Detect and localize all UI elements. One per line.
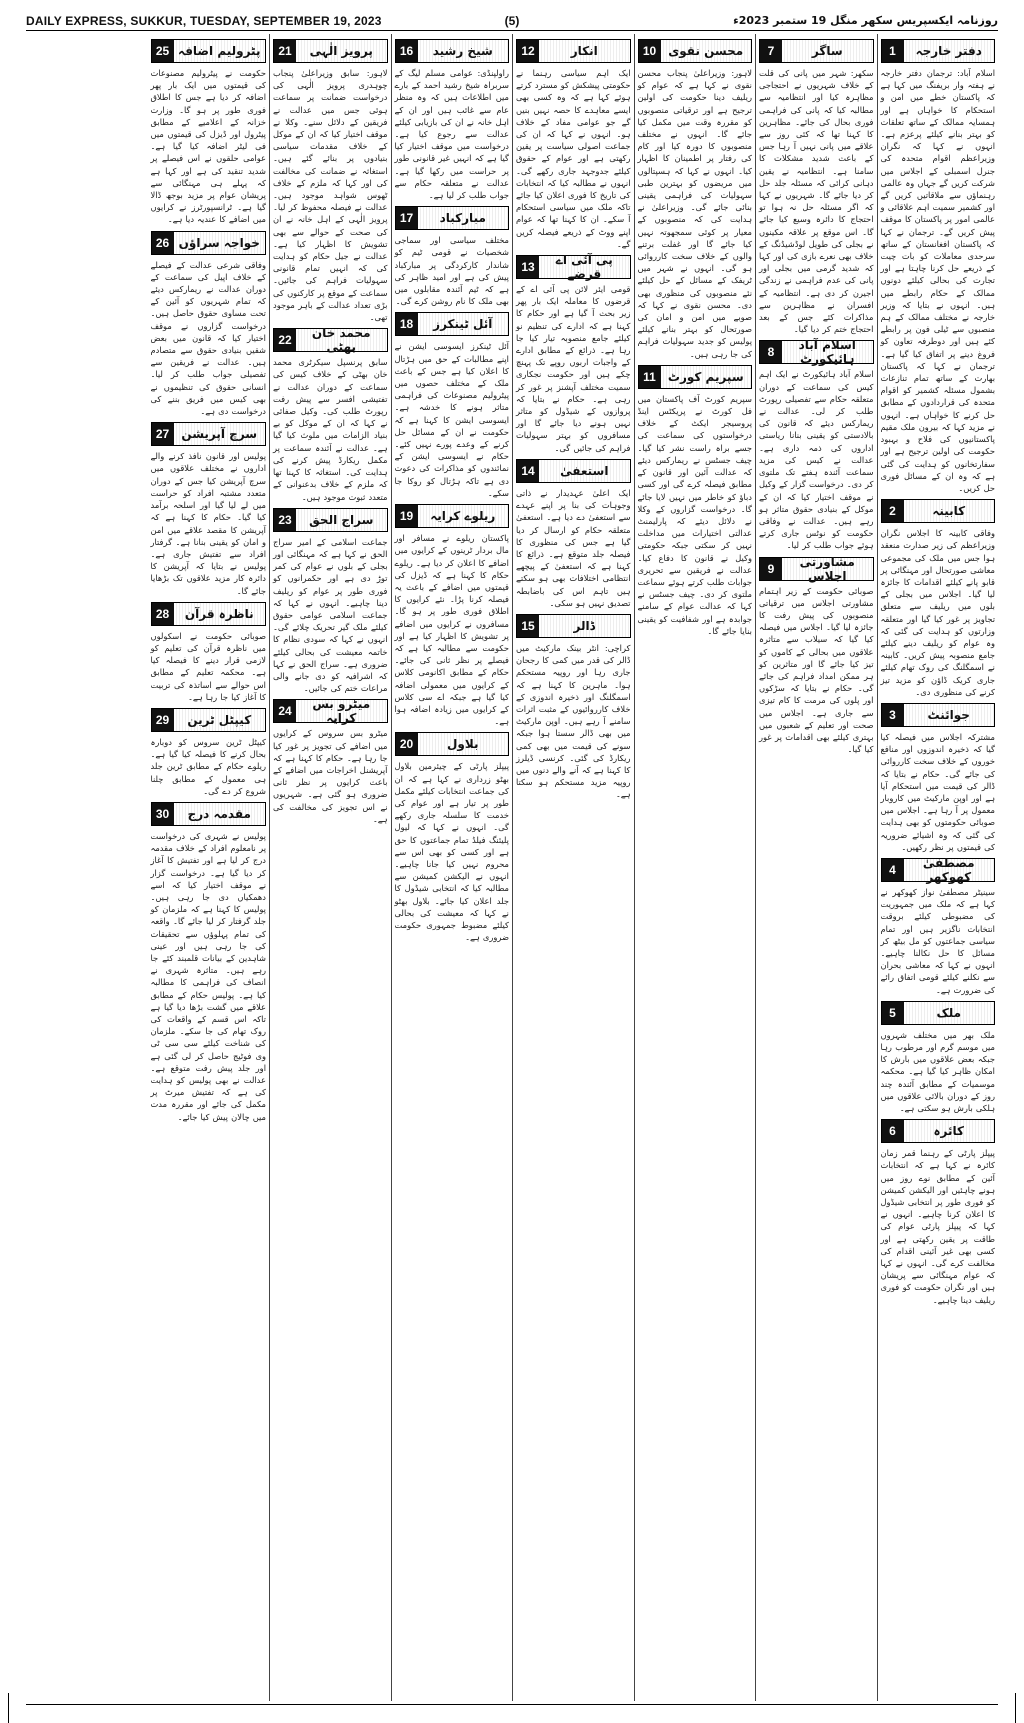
story-number-badge: 23	[274, 509, 296, 531]
crop-mark-left	[8, 1693, 9, 1723]
story-title: شیخ رشید	[418, 40, 509, 62]
story-headline-box	[881, 39, 996, 63]
story-title: اسلام آباد ہائیکورٹ	[782, 341, 873, 363]
story-body-text: صوبائی حکومت کے زیر اہتمام مشاورتی اجلاس میں ترقیاتی منصوبوں کی پیش رفت کا جائزہ لیا گیا۔ اجلاس میں فیصلہ کیا گیا کہ سیلاب سے متاثرہ علاقوں میں بحالی کے کاموں کو تیز کیا جائے گا اور متاثرین کو ہر ممکن امداد فراہم کی جائے گی۔ حکام نے بتایا کہ سڑکوں اور پلوں کی مرمت کا کام تیزی سے جاری ہے۔ اجلاس میں صحت اور تعلیم کے شعبوں میں بہتری کیلئے بھی اقدامات پر غور کیا گیا۔	[759, 585, 874, 755]
story-number-badge: 6	[882, 1120, 904, 1142]
news-story	[881, 499, 996, 698]
news-story	[881, 1119, 996, 1306]
story-headline-box	[273, 39, 388, 63]
story-body-text: سینیٹر مصطفیٰ نواز کھوکھر نے کہا ہے کہ ملک میں جمہوریت کی مضبوطی کیلئے بروقت انتخابات ناگزیر ہیں اور تمام سیاسی جماعتوں کو مل بیٹھ کر مسائل کا حل نکالنا چاہیے۔ انہوں نے کہا کہ معاشی بحران سے نکلنے کیلئے قومی اتفاق رائے کی ضرورت ہے۔	[880, 886, 995, 995]
news-story	[395, 206, 510, 307]
story-number-badge: 28	[152, 603, 174, 625]
news-story	[395, 39, 510, 201]
story-number-badge: 9	[760, 558, 782, 580]
newspaper-columns	[26, 34, 998, 1701]
news-story	[151, 802, 267, 1123]
column-5	[391, 34, 513, 1701]
news-story	[516, 459, 631, 609]
column-3	[634, 34, 756, 1701]
story-headline-box	[151, 802, 267, 826]
story-body-text: کیپٹل ٹرین سروس کو دوبارہ بحال کرنے کا فیصلہ کیا گیا ہے۔ ریلوے حکام کے مطابق ٹرین جلد ہی معمول کے مطابق چلنا شروع کر دے گی۔	[150, 736, 266, 796]
story-body-text: پاکستان ریلوے نے مسافر اور مال بردار ٹرینوں کے کرایوں میں اضافے کا اعلان کر دیا ہے۔ ریلوے حکام کا کہنا ہے کہ ڈیزل کی قیمتوں میں اضافے کے باعث یہ فیصلہ کرنا پڑا۔ نئے کرایوں کا اطلاق فوری طور پر ہو گا۔ مسافروں نے کرایوں میں اضافے پر تشویش کا اظہار کیا ہے اور حکومت سے مطالبہ کیا ہے کہ فیصلے پر نظر ثانی کی جائے۔ حکام کے مطابق اکانومی کلاس کے کرایوں میں معمولی اضافہ کیا گیا ہے جبکہ اے سی کلاس کے کرایوں میں زیادہ اضافہ ہوا ہے۔	[394, 533, 509, 727]
story-headline-box	[273, 508, 388, 532]
story-headline-box	[881, 703, 996, 727]
story-body-text: وفاقی کابینہ کا اجلاس نگران وزیراعظم کی زیر صدارت منعقد ہوا جس میں ملک کی مجموعی معاشی صورتحال اور مہنگائی پر قابو پانے کیلئے اقدامات کا جائزہ لیا گیا۔ اجلاس میں بجلی کے بلوں میں ریلیف سے متعلق تجاویز پر غور کیا گیا اور متعلقہ وزارتوں کو ہدایت کی گئی کہ وہ عوام کو ریلیف دینے کیلئے جامع منصوبہ پیش کریں۔ کابینہ نے اسمگلنگ کی روک تھام کیلئے جاری کریک ڈاؤن کو مزید تیز کرنے کی منظوری دی۔	[880, 528, 995, 697]
story-body-text: ملک بھر میں مختلف شہروں میں موسم گرم اور مرطوب رہا جبکہ بعض علاقوں میں بارش کا امکان ظاہر کیا گیا ہے۔ محکمہ موسمیات کے مطابق آئندہ چند روز کے دوران بالائی علاقوں میں ہلکی بارش ہو سکتی ہے۔	[880, 1029, 995, 1114]
story-body-text: میٹرو بس سروس کے کرایوں میں اضافے کی تجویز پر غور کیا جا رہا ہے۔ حکام کا کہنا ہے کہ آپریشنل اخراجات میں اضافے کے باعث کرایوں پر نظر ثانی ضروری ہو گئی ہے۔ شہریوں نے اس تجویز کی مخالفت کی ہے۔	[273, 728, 388, 824]
story-number-badge: 29	[152, 709, 174, 731]
story-body-text: وفاقی شرعی عدالت کے فیصلے کے خلاف اپیل کی سماعت کے دوران عدالت نے ریمارکس دیئے کہ تمام شہریوں کو آئین کے تحت مساوی حقوق حاصل ہیں۔ درخواست گزاروں نے موقف اختیار کیا کہ قانون میں بعض شقیں بنیادی حقوق سے متصادم ہیں۔ عدالت نے فریقین سے تفصیلی جواب طلب کر لیا۔ انسانی حقوق کی تنظیموں نے بھی کیس میں فریق بننے کی درخواست دی ہے۔	[150, 259, 266, 417]
masthead-urdu-dateline: روزنامہ ایکسپریس سکھر منگل 19 ستمبر 2023ء	[733, 14, 998, 27]
news-story	[151, 708, 267, 797]
story-body-text: حکومت نے پیٹرولیم مصنوعات کی قیمتوں میں ایک بار پھر اضافہ کر دیا ہے جس کا اطلاق فوری طور پر ہو گا۔ وزارت خزانہ کے اعلامیے کے مطابق پیٹرول اور ڈیزل کی قیمتوں میں فی لیٹر اضافہ کیا گیا ہے۔ عوامی حلقوں نے اس فیصلے پر شدید تنقید کی ہے اور کہا ہے کہ پہلے ہی مہنگائی سے پریشان عوام پر مزید بوجھ ڈالا گیا ہے۔ ٹرانسپورٹرز نے کرایوں میں اضافے کا عندیہ دیا ہے۔	[150, 68, 266, 225]
story-title: ساگر	[782, 40, 873, 62]
story-headline-box	[516, 614, 631, 638]
story-title: مصطفیٰ کھوکھر	[904, 859, 995, 881]
story-title: پی آئی اے قرضے	[539, 256, 630, 278]
story-title: محسن نقوی	[661, 40, 752, 62]
story-title: کیپٹل ٹرین	[174, 709, 266, 731]
story-number-badge: 8	[760, 341, 782, 363]
news-story	[881, 703, 996, 853]
story-number-badge: 26	[152, 232, 174, 254]
story-number-badge: 13	[517, 256, 539, 278]
story-number-badge: 11	[639, 366, 661, 388]
story-title: انکار	[539, 40, 630, 62]
story-headline-box	[516, 39, 631, 63]
story-headline-box	[759, 554, 874, 583]
story-headline-box	[759, 338, 874, 367]
news-story	[881, 39, 996, 494]
news-story	[151, 39, 267, 226]
story-number-badge: 17	[396, 207, 418, 229]
news-story	[638, 39, 753, 360]
news-story	[516, 614, 631, 801]
story-number-badge: 5	[882, 1002, 904, 1024]
story-title: بلاول	[418, 733, 509, 755]
story-headline-box	[638, 39, 753, 63]
news-story	[395, 504, 510, 727]
story-number-badge: 7	[760, 40, 782, 62]
story-headline-box	[151, 231, 267, 255]
story-number-badge: 27	[152, 423, 174, 445]
story-body-text: لاہور: سابق وزیراعلیٰ پنجاب چوہدری پرویز الٰہی کی درخواست ضمانت پر سماعت ہوئی جس میں عدالت نے فریقین کے دلائل سنے۔ وکلا نے موقف اختیار کیا کہ ان کے موکل کے خلاف مقدمات سیاسی بنیادوں پر بنائے گئے ہیں۔ استغاثہ نے ضمانت کی مخالفت کی اور کہا کہ ملزم کے خلاف ٹھوس شواہد موجود ہیں۔ عدالت نے فیصلہ محفوظ کر لیا۔ پرویز الٰہی کے اہل خانہ نے ان کی صحت کے حوالے سے بھی تشویش کا اظہار کیا ہے۔ عدالت نے جیل حکام کو ہدایت کی کہ انہیں تمام قانونی سہولیات فراہم کی جائیں۔ سماعت کے موقع پر کارکنوں کی بڑی تعداد عدالت کے باہر موجود تھی۔	[273, 68, 388, 323]
story-number-badge: 16	[396, 40, 418, 62]
story-title: سراج الحق	[296, 509, 387, 531]
story-number-badge: 3	[882, 704, 904, 726]
page-number: (5)	[504, 14, 520, 28]
news-story	[516, 39, 631, 250]
news-story	[638, 365, 753, 637]
news-story	[881, 1001, 996, 1114]
story-title: پٹرولیم اضافہ	[174, 40, 266, 62]
column-1	[877, 34, 999, 1701]
story-body-text: اسلام آباد ہائیکورٹ نے ایک اہم کیس کی سماعت کے دوران متعلقہ حکام سے تفصیلی رپورٹ طلب کر لی۔ عدالت نے ریمارکس دیئے کہ قانون کی بالادستی کو یقینی بنانا ریاستی اداروں کی ذمہ داری ہے۔ عدالت نے کیس کی مزید سماعت آئندہ ہفتے تک ملتوی کر دی۔ درخواست گزار کے وکیل نے موقف اختیار کیا کہ ان کے موکل کے بنیادی حقوق متاثر ہو رہے ہیں۔ عدالت نے وفاقی حکومت کو نوٹس جاری کرتے ہوئے جواب طلب کر لیا۔	[759, 369, 874, 551]
masthead	[26, 14, 998, 31]
story-title: دفتر خارجہ	[904, 40, 995, 62]
story-body-text: جماعت اسلامی کے امیر سراج الحق نے کہا ہے کہ مہنگائی اور بجلی کے بلوں نے عوام کی کمر توڑ دی ہے اور حکمرانوں کو فوری طور پر عوام کو ریلیف دینا چاہیے۔ انہوں نے کہا کہ جماعت اسلامی عوامی حقوق کیلئے ملک گیر تحریک چلائے گی۔ انہوں نے کہا کہ سودی نظام کا خاتمہ معیشت کی بحالی کیلئے ضروری ہے۔ سراج الحق نے کہا کہ اشرافیہ کو دی جانے والی مراعات ختم کی جائیں۔	[273, 536, 388, 694]
news-story	[759, 554, 874, 756]
story-headline-box	[395, 39, 510, 63]
story-headline-box	[516, 253, 631, 282]
column-7	[148, 34, 270, 1701]
story-title: مبارکباد	[418, 207, 509, 229]
story-number-badge: 10	[639, 40, 661, 62]
story-title: استعفیٰ	[539, 460, 630, 482]
story-title: محمد خان بھٹی	[296, 329, 387, 351]
story-body-text: لاہور: وزیراعلیٰ پنجاب محسن نقوی نے کہا ہے کہ عوام کو ریلیف دینا حکومت کی اولین ترجیح ہے اور ترقیاتی منصوبوں کو مقررہ وقت میں مکمل کیا جائے گا۔ انہوں نے مختلف منصوبوں کا دورہ کیا اور کام کی رفتار پر اطمینان کا اظہار کیا۔ انہوں نے کہا کہ ہسپتالوں میں مریضوں کو بہترین طبی سہولیات کی فراہمی یقینی بنائی جائے گی۔ وزیراعلیٰ نے ہدایت کی کہ منصوبوں کے معیار پر کوئی سمجھوتہ نہیں کیا جائے گا اور غفلت برتنے والوں کے خلاف سخت کارروائی ہو گی۔ انہوں نے شہر میں ٹریفک کے مسائل کے حل کیلئے نئے منصوبوں کی منظوری بھی دی۔ محسن نقوی نے کہا کہ صوبے میں امن و امان کی صورتحال کو بہتر بنانے کیلئے پولیس کو جدید سہولیات فراہم کی جا رہی ہیں۔	[637, 68, 752, 359]
news-story	[151, 602, 267, 703]
column-4	[512, 34, 634, 1701]
story-headline-box	[759, 39, 874, 63]
masthead-english-dateline: DAILY EXPRESS, SUKKUR, TUESDAY, SEPTEMBER 19, 2023	[26, 14, 382, 28]
story-title: میٹرو بس کرایہ	[296, 700, 387, 722]
story-body-text: پیپلز پارٹی کے رہنما قمر زمان کائرہ نے کہا ہے کہ انتخابات آئین کے مطابق نوے روز میں ہونے چاہئیں اور الیکشن کمیشن کو فوری طور پر انتخابی شیڈول کا اعلان کرنا چاہیے۔ انہوں نے کہا کہ پیپلز پارٹی عوام کی طاقت پر یقین رکھتی ہے اور کسی بھی غیر آئینی اقدام کی مخالفت کرے گی۔ انہوں نے کہا کہ عوام مہنگائی سے پریشان ہیں اور نگران حکومت کو فوری ریلیف دینا چاہیے۔	[880, 1148, 995, 1305]
news-story	[151, 231, 267, 418]
story-headline-box	[638, 365, 753, 389]
news-story	[759, 39, 874, 335]
story-body-text: پیپلز پارٹی کے چیئرمین بلاول بھٹو زرداری نے کہا ہے کہ ان کی جماعت انتخابات کیلئے مکمل طور پر تیار ہے اور عوام کی خدمت کا سلسلہ جاری رکھے گی۔ انہوں نے کہا کہ لیول پلیئنگ فیلڈ تمام جماعتوں کا حق ہے اور کسی کو بھی اس سے محروم نہیں کیا جانا چاہیے۔ انہوں نے الیکشن کمیشن سے مطالبہ کیا کہ انتخابی شیڈول کا جلد اعلان کیا جائے۔ بلاول بھٹو نے کہا کہ معیشت کی بحالی کیلئے مضبوط جمہوری حکومت ضروری ہے۔	[394, 761, 509, 943]
news-story	[273, 508, 388, 695]
story-headline-box	[881, 855, 996, 884]
story-body-text: سابق پرنسپل سیکرٹری محمد خان بھٹی کے خلاف کیس کی سماعت کے دوران عدالت نے تفتیشی افسر سے پیش رفت رپورٹ طلب کی۔ وکیل صفائی نے کہا کہ ان کے موکل کو بے بنیاد الزامات میں ملوث کیا گیا ہے۔ عدالت نے آئندہ سماعت پر مکمل ریکارڈ پیش کرنے کی ہدایت کی۔ استغاثہ کا کہنا تھا کہ ملزم کے خلاف بدعنوانی کے متعدد ثبوت موجود ہیں۔	[273, 357, 388, 502]
story-body-text: سکھر: شہر میں پانی کی قلت کے خلاف شہریوں نے احتجاجی مظاہرہ کیا اور انتظامیہ سے مطالبہ کیا کہ پانی کی فراہمی فوری بحال کی جائے۔ مظاہرین کا کہنا تھا کہ کئی روز سے علاقے میں پانی نہیں آ رہا جس کے باعث شدید مشکلات کا سامنا ہے۔ انتظامیہ نے یقین دہانی کرائی کہ مسئلہ جلد حل کر دیا جائے گا۔ شہریوں نے کہا کہ اگر مسئلہ حل نہ ہوا تو احتجاج کا دائرہ وسیع کیا جائے گا۔ اس موقع پر علاقہ مکینوں نے بجلی کی طویل لوڈشیڈنگ کے خلاف بھی نعرے بازی کی اور کہا کہ شدید گرمی میں بجلی اور پانی کی عدم فراہمی نے زندگی اجیرن کر دی ہے۔ انتظامیہ کے افسران نے مظاہرین سے مذاکرات کئے جس کے بعد احتجاج ختم کر دیا گیا۔	[759, 68, 874, 335]
story-body-text: آئل ٹینکرز ایسوسی ایشن نے اپنے مطالبات کے حق میں ہڑتال کا اعلان کیا ہے جس کے باعث ملک کے مختلف حصوں میں پیٹرولیم مصنوعات کی فراہمی متاثر ہونے کا خدشہ ہے۔ ایسوسی ایشن کا کہنا ہے کہ حکومت نے ان کے مسائل حل کرنے کے وعدے پورے نہیں کئے۔ حکام نے ایسوسی ایشن کے نمائندوں کو مذاکرات کی دعوت دی ہے تاکہ ہڑتال کو روکا جا سکے۔	[394, 341, 509, 498]
crop-mark-right	[1015, 1693, 1016, 1723]
story-title: پرویز الٰہی	[296, 40, 387, 62]
news-story	[880, 855, 996, 996]
story-headline-box	[881, 1001, 996, 1025]
story-number-badge: 20	[396, 733, 418, 755]
story-body-text: سپریم کورٹ آف پاکستان میں فل کورٹ نے پریکٹس اینڈ پروسیجر ایکٹ کے خلاف درخواستوں کی سماعت کی جسے براہ راست نشر کیا گیا۔ چیف جسٹس نے ریمارکس دیئے کہ عدالت آئین اور قانون کے مطابق فیصلہ کرے گی اور کسی دباؤ کو خاطر میں نہیں لایا جائے گا۔ درخواست گزاروں کے وکلا نے دلائل دیئے کہ پارلیمنٹ عدالتی اختیارات میں مداخلت نہیں کر سکتی جبکہ حکومتی وکیل نے قانون کا دفاع کیا۔ عدالت نے فریقین سے تحریری جوابات طلب کرتے ہوئے سماعت ملتوی کر دی۔ چیف جسٹس نے کہا کہ عدالت عوام کے سامنے جوابدہ ہے اور شفافیت کو یقینی بنایا جائے گا۔	[637, 393, 752, 636]
story-title: آئل ٹینکرز	[418, 313, 509, 335]
story-number-badge: 24	[274, 700, 296, 722]
story-title: خواجہ سراؤں	[174, 232, 266, 254]
story-headline-box	[395, 504, 510, 528]
story-number-badge: 25	[152, 40, 174, 62]
story-headline-box	[395, 312, 510, 336]
column-2	[755, 34, 877, 1701]
story-headline-box	[273, 697, 388, 726]
story-headline-box	[516, 459, 631, 483]
news-story	[516, 255, 631, 454]
story-headline-box	[881, 499, 996, 523]
story-title: مقدمہ درج	[174, 803, 266, 825]
story-title: مشاورتی اجلاس	[782, 558, 873, 580]
story-number-badge: 15	[517, 615, 539, 637]
story-number-badge: 4	[882, 859, 904, 881]
footer-rule	[26, 1704, 998, 1705]
story-headline-box	[151, 708, 267, 732]
story-body-text: قومی ایئر لائن پی آئی اے کے قرضوں کا معاملہ ایک بار پھر زیر بحث آ گیا ہے اور حکام کا کہنا ہے کہ ادارے کی تنظیم نو کیلئے جامع منصوبہ تیار کیا جا رہا ہے۔ ذرائع کے مطابق ادارے کے واجبات اربوں روپے تک پہنچ چکے ہیں اور حکومت نجکاری سمیت مختلف آپشنز پر غور کر رہی ہے۔ حکام نے بتایا کہ پروازوں کے شیڈول کو متاثر نہیں ہونے دیا جائے گا اور مسافروں کو بہتر سہولیات فراہم کی جائیں گی۔	[516, 284, 631, 453]
story-body-text: صوبائی حکومت نے اسکولوں میں ناظرہ قرآن کی تعلیم کو لازمی قرار دینے کا فیصلہ کیا ہے۔ محکمہ تعلیم کے مطابق اس حوالے سے اساتذہ کی تربیت کا آغاز کیا جا رہا ہے۔	[150, 630, 266, 702]
story-body-text: مختلف سیاسی اور سماجی شخصیات نے قومی ٹیم کو شاندار کارکردگی پر مبارکباد پیش کی ہے اور امید ظاہر کی ہے کہ ٹیم آئندہ مقابلوں میں بھی ملک کا نام روشن کرے گی۔	[394, 235, 509, 307]
news-story	[395, 312, 510, 499]
story-number-badge: 2	[882, 500, 904, 522]
story-number-badge: 1	[882, 40, 904, 62]
story-number-badge: 21	[274, 40, 296, 62]
news-story	[273, 699, 388, 825]
news-story	[273, 328, 388, 502]
story-body-text: اسلام آباد: ترجمان دفتر خارجہ نے ہفتہ وار بریفنگ میں کہا ہے کہ پاکستان خطے میں امن و استحکام کا خواہاں ہے اور ہمسایہ ممالک کے ساتھ تعلقات کو بہتر بنانے کیلئے پرعزم ہے۔ انہوں نے کہا کہ نگران وزیراعظم اقوام متحدہ کی جنرل اسمبلی کے اجلاس میں شرکت کریں گے جہاں وہ عالمی رہنماؤں سے ملاقاتیں کریں گے اور کشمیر سمیت اہم علاقائی و عالمی امور پر پاکستان کا موقف پیش کریں گے۔ ترجمان نے کہا کہ پاکستان افغانستان کے ساتھ سرحدی معاملات کو بات چیت کے ذریعے حل کرنا چاہتا ہے اور تجارت کی بحالی کیلئے دونوں ممالک کے حکام رابطے میں ہیں۔ انہوں نے بتایا کہ وزیر خارجہ نے مختلف ممالک کے ہم منصبوں سے ٹیلی فون پر رابطے کئے ہیں اور دوطرفہ تعاون کو فروغ دینے پر اتفاق کیا گیا ہے۔ ترجمان نے کہا کہ پاکستان بھارت کے ساتھ تمام تنازعات بشمول مسئلہ کشمیر کو اقوام متحدہ کی قراردادوں کے مطابق حل کرنے کا خواہاں ہے۔ انہوں نے مزید کہا کہ بیرون ملک مقیم پاکستانیوں کی فلاح و بہبود حکومت کی اولین ترجیح ہے اور سفارتخانوں کو ہدایت کی گئی ہے کہ وہ ان کے مسائل فوری حل کریں۔	[880, 68, 995, 493]
story-title: جوائنٹ	[904, 704, 995, 726]
story-number-badge: 22	[274, 329, 296, 351]
story-number-badge: 14	[517, 460, 539, 482]
story-headline-box	[395, 206, 510, 230]
story-title: سپریم کورٹ	[661, 366, 752, 388]
story-headline-box	[151, 422, 267, 446]
story-headline-box	[273, 326, 388, 355]
story-headline-box	[881, 1119, 996, 1143]
story-title: کائرہ	[904, 1120, 995, 1142]
news-story	[273, 39, 388, 323]
story-headline-box	[151, 602, 267, 626]
story-number-badge: 18	[396, 313, 418, 335]
story-title: ناظرہ قرآن	[174, 603, 266, 625]
story-title: سرچ آپریشن	[174, 423, 266, 445]
story-number-badge: 30	[152, 803, 174, 825]
story-body-text: کراچی: انٹر بینک مارکیٹ میں ڈالر کی قدر میں کمی کا رجحان جاری رہا اور روپیہ مستحکم ہوا۔ ماہرین کا کہنا ہے کہ اسمگلنگ اور ذخیرہ اندوزی کے خلاف کارروائیوں کے مثبت اثرات سامنے آ رہے ہیں۔ اوپن مارکیٹ میں بھی ڈالر سستا ہوا جبکہ سونے کی قیمت میں بھی کمی ریکارڈ کی گئی۔ کرنسی ڈیلرز کا کہنا ہے کہ آنے والے دنوں میں روپیہ مزید مستحکم ہو سکتا ہے۔	[516, 642, 631, 800]
story-headline-box	[151, 39, 267, 63]
story-title: ملک	[904, 1002, 995, 1024]
story-body-text: ایک اہم سیاسی رہنما نے حکومتی پیشکش کو مسترد کرتے ہوئے کہا ہے کہ وہ کسی بھی ایسے معاہدے کا حصہ نہیں بنیں گے جو عوامی مفاد کے خلاف ہو۔ انہوں نے کہا کہ ان کی جماعت اصولی سیاست پر یقین رکھتی ہے اور عوام کے حقوق کیلئے جدوجہد جاری رکھے گی۔ انہوں نے مطالبہ کیا کہ انتخابات کی تاریخ کا فوری اعلان کیا جائے تاکہ ملک میں سیاسی استحکام آ سکے۔ ان کا کہنا تھا کہ عوام اپنے ووٹ کے ذریعے فیصلہ کریں گے۔	[516, 68, 631, 249]
story-body-text: پولیس اور قانون نافذ کرنے والے اداروں نے مختلف علاقوں میں سرچ آپریشن کیا جس کے دوران متعدد مشتبہ افراد کو حراست میں لے لیا گیا اور اسلحہ برآمد کیا گیا۔ حکام کا کہنا ہے کہ آپریشن کا مقصد علاقے میں امن و امان کو یقینی بنانا ہے۔ گرفتار افراد سے تفتیش جاری ہے۔ پولیس نے بتایا کہ آپریشن کا دائرہ کار مزید علاقوں تک بڑھایا جائے گا۔	[150, 451, 266, 596]
story-headline-box	[395, 732, 510, 756]
story-title: ڈالر	[539, 615, 630, 637]
column-6	[269, 34, 391, 1701]
news-story	[759, 340, 874, 551]
story-number-badge: 19	[396, 505, 418, 527]
story-body-text: مشترکہ اجلاس میں فیصلہ کیا گیا کہ ذخیرہ اندوزوں اور منافع خوروں کے خلاف سخت کارروائی کی جائے گی۔ حکام نے بتایا کہ ڈالر کی قیمت میں استحکام آیا ہے اور اوپن مارکیٹ میں کاروبار معمول پر آ رہا ہے۔ اجلاس میں صوبائی حکومتوں کو بھی ہدایت کی گئی کہ وہ اشیائے ضروریہ کی قیمتوں پر نظر رکھیں۔	[880, 731, 995, 852]
story-title: کابینہ	[904, 500, 995, 522]
story-body-text: راولپنڈی: عوامی مسلم لیگ کے سربراہ شیخ رشید احمد کے بارے میں اطلاعات ہیں کہ وہ منظر عام سے غائب ہیں اور ان کے اہل خانہ نے ان کی بازیابی کیلئے عدالت سے رجوع کیا ہے۔ درخواست میں موقف اختیار کیا گیا ہے کہ انہیں غیر قانونی طور پر حراست میں رکھا گیا ہے۔ عدالت نے متعلقہ حکام سے جواب طلب کر لیا ہے۔	[394, 68, 509, 201]
story-number-badge: 12	[517, 40, 539, 62]
news-story	[151, 422, 267, 596]
news-story	[395, 732, 510, 943]
story-title: ریلوے کرایہ	[418, 505, 509, 527]
story-body-text: پولیس نے شہری کی درخواست پر نامعلوم افراد کے خلاف مقدمہ درج کر لیا ہے اور تفتیش کا آغاز کر دیا گیا ہے۔ درخواست گزار نے موقف اختیار کیا کہ اسے دھمکیاں دی جا رہی ہیں۔ پولیس کا کہنا ہے کہ ملزمان کو جلد گرفتار کر لیا جائے گا۔ واقعہ کی تمام پہلوؤں سے تحقیقات کی جا رہی ہیں اور عینی شاہدین کے بیانات قلمبند کئے جا رہے ہیں۔ متاثرہ شہری نے انصاف کی فراہمی کا مطالبہ کیا ہے۔ پولیس حکام کے مطابق علاقے میں گشت بڑھا دیا گیا ہے تاکہ اس قسم کے واقعات کی روک تھام کی جا سکے۔ ملزمان کی شناخت کیلئے سی سی ٹی وی فوٹیج حاصل کر لی گئی ہے اور جلد پیش رفت متوقع ہے۔ عدالت نے بھی پولیس کو ہدایت کی ہے کہ تفتیش میرٹ پر مکمل کی جائے اور مقررہ مدت میں چالان پیش کیا جائے۔	[150, 830, 266, 1122]
story-body-text: ایک اعلیٰ عہدیدار نے ذاتی وجوہات کی بنا پر اپنے عہدے سے استعفیٰ دے دیا ہے۔ استعفیٰ متعلقہ حکام کو ارسال کر دیا گیا ہے جس کی منظوری کا فیصلہ جلد متوقع ہے۔ ذرائع کا کہنا ہے کہ استعفیٰ کے پیچھے انتظامی اختلافات بھی ہو سکتے ہیں تاہم اس کی باضابطہ تصدیق نہیں ہو سکی۔	[516, 487, 631, 608]
